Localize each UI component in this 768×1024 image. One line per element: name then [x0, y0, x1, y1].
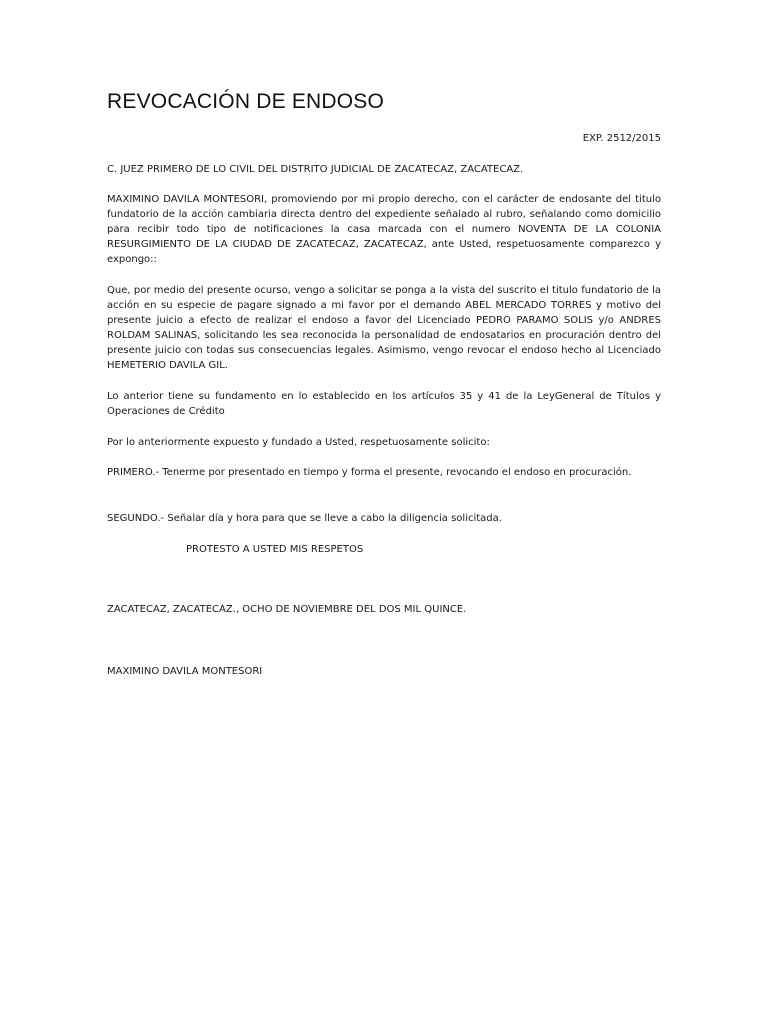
petition-intro-paragraph: Por lo anteriormente expuesto y fundado a Usted, respetuosamente solicito: — [107, 437, 490, 448]
document-title: REVOCACIÓN DE ENDOSO — [107, 90, 385, 113]
request-paragraph: Que, por medio del presente ocurso, vengo a solicitar se ponga a la vista del suscrito el titulo fundatorio de la acción en su especie de pagare signado a mi favor por el demando ABEL MERCADO TORRES y motivo del presente juicio a efecto de realizar el endoso a favor del Licenciado PEDRO PARAMO SOLIS y/o ANDRES ROLDAM SALINAS, solicitando les sea reconocida la personalidad de endosatarios en procuración dentro del presente juicio con todas sus consecuencias legales. Asimismo, vengo revocar el endoso hecho al Licenciado HEMETERIO DAVILA GIL. — [107, 285, 661, 371]
place-date-line: ZACATECAZ, ZACATECAZ., OCHO DE NOVIEMBRE DEL DOS MIL QUINCE. — [107, 604, 467, 615]
legal-basis-paragraph: Lo anterior tiene su fundamento en lo establecido en los artículos 35 y 41 de la LeyGeneral de Títulos y Operaciones de Crédito — [107, 391, 661, 417]
signature-name: MAXIMINO DAVILA MONTESORI — [107, 666, 263, 677]
intro-paragraph: MAXIMINO DAVILA MONTESORI, promoviendo por mi propio derecho, con el carácter de endosante del titulo fundatorio de la acción cambiaria directa dentro del expediente señalado al rubro, señalando como domicilio para recibir todo tipo de notificaciones la casa marcada con el numero NOVENTA DE LA COLONIA RESURGIMIENTO DE LA CIUDAD DE ZACATECAZ, ZACATECAZ, ante Usted, respetuosamente comparezco y expongo:: — [107, 194, 661, 265]
addressee-line: C. JUEZ PRIMERO DE LO CIVIL DEL DISTRITO JUDICIAL DE ZACATECAZ, ZACATECAZ. — [107, 164, 524, 175]
first-petition-point: PRIMERO.- Tenerme por presentado en tiempo y forma el presente, revocando el endoso en procuración. — [107, 467, 632, 478]
case-number: EXP. 2512/2015 — [582, 133, 661, 144]
second-petition-point: SEGUNDO.- Señalar día y hora para que se lleve a cabo la diligencia solicitada. — [107, 513, 502, 524]
closing-line: PROTESTO A USTED MIS RESPETOS — [186, 544, 364, 555]
